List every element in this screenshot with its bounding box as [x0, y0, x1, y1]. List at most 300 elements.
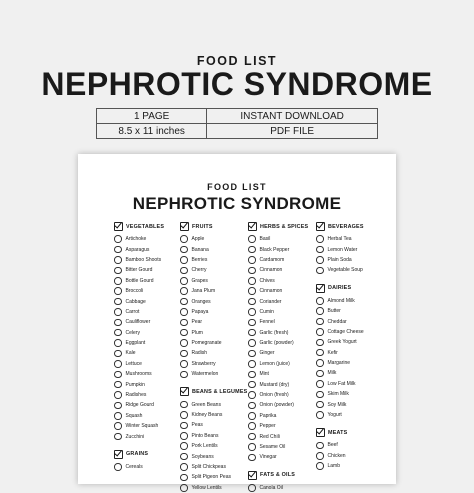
checkbox-circle-icon [180, 339, 188, 347]
list-item-label: Paprika [259, 412, 277, 419]
checkbox-circle-icon [180, 256, 188, 264]
list-item-label: Ridge Gourd [125, 402, 154, 409]
list-item [316, 348, 364, 358]
checkbox-circle-icon [248, 329, 256, 337]
section-heading-label: GRAINS [126, 451, 149, 458]
list-item [180, 369, 247, 379]
list-item [180, 317, 247, 327]
list-item [114, 411, 164, 421]
checkbox-circle-icon [114, 350, 122, 358]
list-item-label: Cheddar [327, 318, 347, 325]
list-item-label: Greek Yogurt [327, 339, 357, 346]
checked-box-icon [114, 222, 123, 231]
list-item-label: Margarine [327, 360, 351, 367]
list-item-label: Bottle Gourd [125, 277, 154, 284]
checked-box-icon [316, 222, 325, 231]
section-gap [316, 276, 364, 282]
checkbox-circle-icon [180, 422, 188, 430]
list-item-label: Carrot [125, 308, 140, 315]
list-item-label: Cabbage [125, 298, 146, 305]
list-item-label: Berries [191, 256, 208, 263]
checkbox-circle-icon [248, 381, 256, 389]
list-item-label: Garlic (fresh) [259, 329, 289, 336]
header-subtitle: FOOD LIST [196, 54, 278, 68]
list-item-label: Lettuce [125, 360, 142, 367]
checkbox-circle-icon [114, 298, 122, 306]
list-item-label: Coriander [259, 298, 282, 305]
list-item [248, 431, 308, 441]
checkbox-circle-icon [248, 256, 256, 264]
list-item [114, 462, 164, 472]
checkbox-circle-icon [248, 277, 256, 285]
list-item [316, 306, 364, 316]
list-item [180, 338, 247, 348]
list-item-label: Chives [259, 277, 275, 284]
list-item-label: Mustard (dry) [259, 381, 290, 388]
list-item [114, 348, 164, 358]
checkbox-circle-icon [180, 267, 188, 275]
checkbox-circle-icon [114, 391, 122, 399]
list-item [248, 296, 308, 306]
list-item [248, 234, 308, 244]
checkbox-circle-icon [180, 463, 188, 471]
list-item [248, 255, 308, 265]
list-item-label: Apple [191, 236, 205, 243]
list-item-label: Winter Squash [125, 423, 159, 430]
section-heading [180, 386, 247, 397]
checkbox-circle-icon [180, 246, 188, 254]
checkbox-circle-icon [180, 484, 188, 492]
checkbox-circle-icon [248, 287, 256, 295]
info-row [97, 124, 378, 139]
checkbox-circle-icon [180, 298, 188, 306]
list-item-label: Grapes [191, 277, 208, 284]
checkbox-circle-icon [316, 401, 324, 409]
checkbox-circle-icon [248, 267, 256, 275]
checkbox-circle-icon [316, 359, 324, 367]
list-item [316, 265, 364, 275]
list-item [248, 307, 308, 317]
checkbox-circle-icon [180, 474, 188, 482]
list-item-label: Radish [191, 350, 208, 357]
list-item [316, 358, 364, 368]
list-item-label: Cereals [125, 464, 143, 470]
checkbox-circle-icon [316, 391, 324, 399]
section-heading [114, 449, 164, 460]
checkbox-circle-icon [248, 360, 256, 368]
list-item [248, 338, 308, 348]
list-item [248, 379, 308, 389]
list-item [180, 359, 247, 369]
checkbox-circle-icon [248, 412, 256, 420]
checkbox-circle-icon [114, 246, 122, 254]
list-item-label: Almond Milk [327, 297, 355, 304]
checkbox-circle-icon [114, 433, 122, 441]
list-item-label: Yogurt [327, 412, 342, 419]
checkbox-circle-icon [180, 360, 188, 368]
list-item [114, 286, 164, 296]
checkbox-circle-icon [248, 371, 256, 379]
list-item-label: Beef [327, 442, 338, 449]
list-item [114, 234, 164, 244]
section-heading-label: BEVERAGES [328, 223, 364, 230]
list-item-label: Banana [191, 246, 209, 253]
section-heading-label: DAIRIES [328, 285, 352, 292]
list-item [316, 461, 364, 471]
list-item-label: Cauliflower [125, 319, 151, 326]
list-item-label: Radishes [125, 392, 147, 399]
list-item-label: Red Chili [259, 433, 280, 440]
column-1 [114, 220, 164, 472]
list-item [180, 431, 247, 441]
list-item-label: Split Chickpeas [191, 464, 226, 470]
list-item [316, 440, 364, 450]
section-heading-label: BEANS & LEGUMES [192, 388, 248, 395]
list-item [114, 317, 164, 327]
checkbox-circle-icon [180, 277, 188, 285]
list-item [180, 244, 247, 254]
info-row [97, 109, 378, 124]
list-item [180, 483, 247, 493]
list-item [180, 296, 247, 306]
list-item-label: Low Fat Milk [327, 380, 356, 387]
list-item [114, 338, 164, 348]
list-item [316, 255, 364, 265]
checked-box-icon [180, 387, 189, 396]
list-item-label: Herbal Tea [327, 236, 352, 243]
list-item-label: Plain Soda [327, 256, 352, 263]
list-item-label: Pepper [259, 423, 276, 430]
list-item-label: Fennel [259, 319, 275, 326]
list-item-label: Celery [125, 329, 140, 336]
checkbox-circle-icon [114, 277, 122, 285]
header-title: NEPHROTIC SYNDROME [41, 66, 433, 102]
info-download: INSTANT DOWNLOAD [207, 109, 378, 124]
list-item-label: Sesame Oil [259, 444, 286, 450]
list-item [180, 462, 247, 472]
checkbox-circle-icon [114, 402, 122, 410]
checkbox-circle-icon [316, 297, 324, 305]
checkbox-circle-icon [316, 339, 324, 347]
list-item [114, 255, 164, 265]
list-item [180, 420, 247, 430]
list-item [248, 411, 308, 421]
checkbox-circle-icon [114, 412, 122, 420]
list-item [180, 399, 247, 409]
list-item-label: Vinegar [259, 454, 277, 461]
checkbox-circle-icon [248, 454, 256, 462]
checkbox-circle-icon [180, 287, 188, 295]
list-item-label: Cottage Cheese [327, 328, 364, 335]
list-item [248, 348, 308, 358]
list-item-label: Yellow Lentils [191, 484, 222, 491]
info-format: PDF FILE [207, 124, 378, 139]
section-heading [114, 221, 164, 232]
list-item [180, 286, 247, 296]
list-item [180, 255, 247, 265]
list-item [248, 286, 308, 296]
checkbox-circle-icon [248, 484, 256, 492]
checkbox-circle-icon [248, 402, 256, 410]
list-item [180, 410, 247, 420]
list-item [248, 442, 308, 452]
checkbox-circle-icon [248, 433, 256, 441]
list-item [180, 328, 247, 338]
list-item-label: Cardamom [259, 256, 285, 263]
checkbox-circle-icon [316, 235, 324, 243]
checkbox-circle-icon [114, 360, 122, 368]
list-item-label: Kale [125, 350, 136, 357]
list-item [248, 369, 308, 379]
list-item-label: Cinnamon [259, 288, 283, 295]
checkbox-circle-icon [316, 318, 324, 326]
checkbox-circle-icon [114, 371, 122, 379]
info-pages: 1 PAGE [97, 109, 207, 124]
list-item-label: Green Beans [191, 401, 221, 408]
list-item [316, 399, 364, 409]
list-item-label: Asparagus [125, 246, 150, 253]
checkbox-circle-icon [248, 391, 256, 399]
column-4 [316, 220, 364, 471]
checkbox-circle-icon [316, 256, 324, 264]
list-item-label: Chicken [327, 452, 346, 459]
list-item-label: Mint [259, 371, 269, 378]
list-item-label: Cinnamon [259, 267, 283, 274]
section-heading-label: HERBS & SPICES [260, 223, 309, 230]
list-item [248, 276, 308, 286]
list-item-label: Oranges [191, 298, 211, 305]
list-item [180, 265, 247, 275]
list-item-label: Plum [191, 329, 203, 336]
list-item-label: Garlic (powder) [259, 340, 294, 347]
section-heading-label: VEGETABLES [126, 223, 165, 230]
section-heading [248, 470, 308, 481]
list-item [180, 307, 247, 317]
checkbox-circle-icon [180, 371, 188, 379]
list-item [248, 421, 308, 431]
list-item [114, 400, 164, 410]
list-item-label: Strawberry [191, 360, 216, 367]
section-gap [248, 463, 308, 469]
list-item [114, 369, 164, 379]
list-item-label: Onion (powder) [259, 402, 294, 409]
section-heading-label: FATS & OILS [260, 472, 296, 479]
list-item-label: Bitter Gourd [125, 267, 153, 274]
list-item-label: Pomegranate [191, 340, 222, 347]
list-item [248, 359, 308, 369]
food-list-sheet [78, 154, 396, 491]
checkbox-circle-icon [316, 380, 324, 388]
list-item [114, 276, 164, 286]
section-heading-label: MEATS [328, 429, 348, 436]
checkbox-circle-icon [180, 401, 188, 409]
checked-box-icon [180, 222, 189, 231]
checkbox-circle-icon [114, 339, 122, 347]
checkbox-circle-icon [114, 319, 122, 327]
list-item [248, 317, 308, 327]
list-item-label: Kidney Beans [191, 412, 223, 419]
list-item-label: Black Pepper [259, 246, 290, 253]
section-heading [248, 221, 308, 232]
column-3 [248, 220, 308, 493]
list-item [316, 451, 364, 461]
list-item-label: Pumpkin [125, 381, 145, 388]
list-item [180, 348, 247, 358]
checkbox-circle-icon [180, 411, 188, 419]
list-item [316, 368, 364, 378]
list-item-label: Vegetable Soup [327, 267, 363, 274]
checkbox-circle-icon [180, 329, 188, 337]
checkbox-circle-icon [180, 453, 188, 461]
list-item-label: Kefir [327, 349, 338, 356]
list-item-label: Watermelon [191, 371, 219, 378]
list-item [114, 379, 164, 389]
checkbox-circle-icon [248, 443, 256, 451]
checkbox-circle-icon [180, 442, 188, 450]
list-item [180, 451, 247, 461]
list-item-label: Bamboo Shoots [125, 256, 162, 263]
section-gap [316, 420, 364, 426]
checked-box-icon [316, 428, 325, 437]
checkbox-circle-icon [316, 349, 324, 357]
list-item [180, 441, 247, 451]
info-table [96, 108, 378, 139]
list-item-label: Butter [327, 308, 341, 315]
checked-box-icon [248, 471, 257, 480]
section-gap [114, 442, 164, 448]
checkbox-circle-icon [180, 350, 188, 358]
list-item [114, 328, 164, 338]
list-item [248, 390, 308, 400]
checkbox-circle-icon [248, 319, 256, 327]
checkbox-circle-icon [316, 370, 324, 378]
list-item-label: Ginger [259, 350, 275, 357]
list-item-label: Milk [327, 370, 337, 377]
list-item-label: Onion (fresh) [259, 392, 289, 399]
checkbox-circle-icon [316, 442, 324, 450]
section-heading-label: FRUITS [192, 223, 213, 230]
list-item-label: Squash [125, 412, 143, 419]
list-item-label: Soybeans [191, 453, 214, 460]
list-item [316, 337, 364, 347]
list-item-label: Broccoli [125, 288, 144, 295]
checkbox-circle-icon [180, 235, 188, 243]
list-item [248, 265, 308, 275]
checkbox-circle-icon [114, 381, 122, 389]
list-item-label: Pinto Beans [191, 432, 219, 439]
checkbox-circle-icon [248, 246, 256, 254]
list-item [316, 316, 364, 326]
list-item [248, 244, 308, 254]
checkbox-circle-icon [316, 328, 324, 336]
checkbox-circle-icon [248, 422, 256, 430]
column-2 [180, 220, 247, 493]
checkbox-circle-icon [316, 452, 324, 460]
checkbox-circle-icon [180, 319, 188, 327]
section-heading [180, 221, 247, 232]
list-item [316, 410, 364, 420]
list-item [248, 328, 308, 338]
checked-box-icon [114, 450, 123, 459]
checkbox-circle-icon [248, 308, 256, 316]
checkbox-circle-icon [114, 287, 122, 295]
list-item [114, 244, 164, 254]
checkbox-circle-icon [114, 308, 122, 316]
section-heading [316, 427, 364, 438]
list-item-label: Peas [191, 422, 203, 429]
checkbox-circle-icon [114, 422, 122, 430]
list-item [114, 296, 164, 306]
checkbox-circle-icon [114, 329, 122, 337]
checkbox-circle-icon [114, 235, 122, 243]
list-item [114, 265, 164, 275]
checkbox-circle-icon [316, 462, 324, 470]
list-item-label: Artichoke [125, 236, 147, 243]
list-item [114, 359, 164, 369]
checkbox-circle-icon [114, 256, 122, 264]
list-item-label: Cumin [259, 308, 274, 315]
checkbox-circle-icon [316, 246, 324, 254]
section-heading [316, 283, 364, 294]
checkbox-circle-icon [114, 267, 122, 275]
list-item-label: Soy Milk [327, 401, 347, 408]
list-item-label: Pear [191, 319, 203, 326]
list-item-label: Jana Plum [191, 288, 216, 295]
list-item-label: Papaya [191, 308, 209, 315]
checkbox-circle-icon [114, 463, 122, 471]
checked-box-icon [316, 284, 325, 293]
list-item-label: Lemon (juice) [259, 360, 290, 367]
list-item [114, 421, 164, 431]
list-item [248, 452, 308, 462]
list-item-label: Basil [259, 236, 271, 243]
info-size: 8.5 x 11 inches [97, 124, 207, 139]
list-item [316, 389, 364, 399]
checkbox-circle-icon [248, 235, 256, 243]
list-item-label: Zucchini [125, 433, 145, 440]
checkbox-circle-icon [316, 307, 324, 315]
checkbox-circle-icon [316, 267, 324, 275]
checkbox-circle-icon [248, 298, 256, 306]
list-item [248, 400, 308, 410]
list-item [316, 296, 364, 306]
list-item-label: Cherry [191, 267, 207, 274]
list-item-label: Canola Oil [259, 484, 283, 491]
list-item-label: Eggplant [125, 340, 146, 347]
list-item-label: Pork Lentils [191, 443, 218, 450]
sheet-subtitle: FOOD LIST [207, 182, 267, 192]
list-item [316, 327, 364, 337]
list-item [248, 483, 308, 493]
section-gap [180, 379, 247, 385]
checkbox-circle-icon [316, 411, 324, 419]
list-item-label: Lamb [327, 463, 341, 470]
checkbox-circle-icon [248, 339, 256, 347]
list-item-label: Skim Milk [327, 391, 349, 398]
checkbox-circle-icon [180, 308, 188, 316]
list-item [316, 234, 364, 244]
list-item [114, 390, 164, 400]
list-item [114, 307, 164, 317]
list-item [180, 234, 247, 244]
section-heading [316, 221, 364, 232]
list-item-label: Lemon Water [327, 246, 358, 253]
checkbox-circle-icon [180, 432, 188, 440]
sheet-title: NEPHROTIC SYNDROME [132, 194, 342, 213]
list-item [316, 379, 364, 389]
checkbox-circle-icon [248, 350, 256, 358]
list-item-label: Mushrooms [125, 371, 152, 378]
